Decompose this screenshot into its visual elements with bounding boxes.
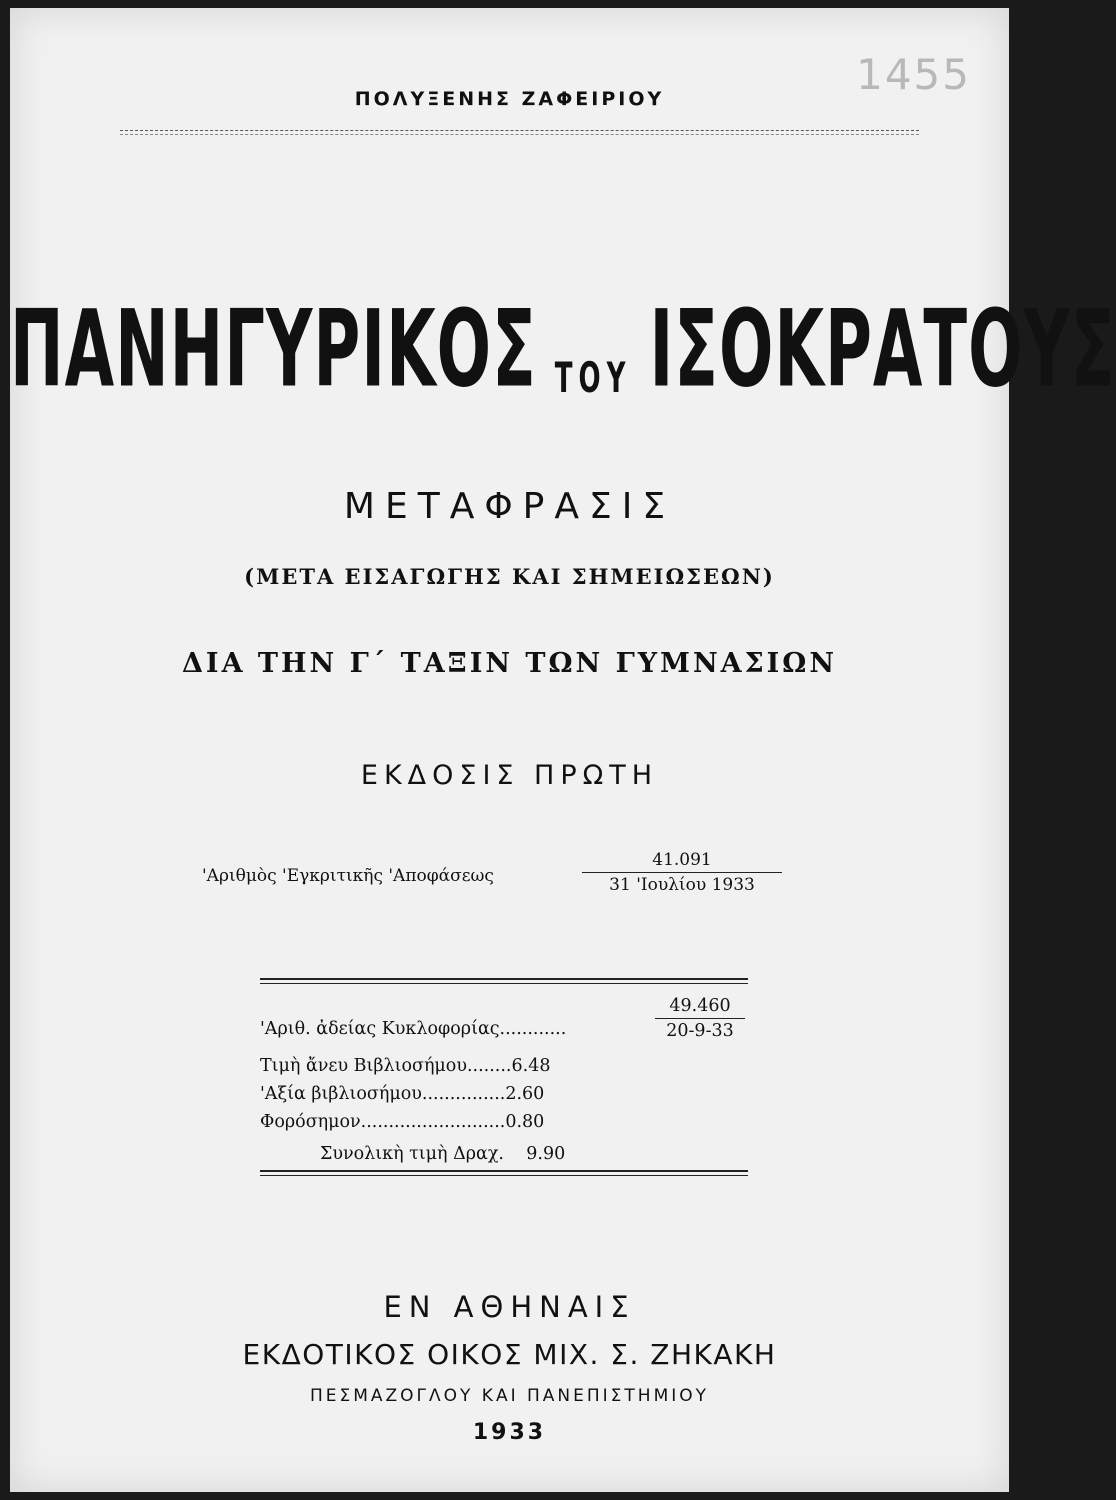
price-row: [260, 1056, 550, 1076]
total-row: [320, 1144, 565, 1164]
title-part-3: ΙΣΟΚΡΑΤΟΥΣ: [649, 289, 1116, 412]
approval-date: 31 'Ιουλίου 1933: [582, 872, 782, 895]
pencil-inventory-number: 1455: [856, 50, 971, 99]
dashed-divider: [120, 130, 919, 135]
subtitle: ΜΕΤΑΦΡΑΣΙΣ: [343, 486, 676, 527]
audience-line: ΔΙΑ ΤΗΝ Γ΄ ΤΑΞΙΝ ΤΩΝ ΓΥΜΝΑΣΙΩΝ: [181, 648, 838, 679]
title-page: [10, 8, 1116, 1492]
imprint-place: ΕΝ ΑΘΗΝΑΙΣ: [383, 1290, 636, 1324]
title-part-2: ΤΟΥ: [554, 355, 632, 403]
imprint-address: ΠΕΣΜΑΖΟΓΛΟΥ ΚΑΙ ΠΑΝΕΠΙΣΤΗΜΙΟΥ: [309, 1386, 710, 1406]
license-date: 20-9-33: [655, 1018, 745, 1041]
edition-line: ΕΚΔΟΣΙΣ ΠΡΩΤΗ: [360, 760, 659, 791]
price-row: [260, 1084, 544, 1104]
imprint-year: 1933: [472, 1420, 547, 1445]
subtitle-note: (ΜΕΤΑ ΕΙΣΑΓΩΓΗΣ ΚΑΙ ΣΗΜΕΙΩΣΕΩΝ): [244, 564, 775, 589]
price-row-label: Τιμὴ ἄνευ Βιβλιοσήμου........: [260, 1056, 512, 1076]
approval-fraction: [582, 850, 782, 895]
price-row-label: 'Αξία βιβλιοσήμου...............: [260, 1084, 506, 1104]
bottom-double-rule: [260, 1170, 748, 1176]
pricing-box: [260, 978, 748, 1176]
price-row-value: 2.60: [505, 1084, 545, 1104]
license-fraction: [655, 996, 745, 1041]
imprint-publisher: ΕΚΔΟΤΙΚΟΣ ΟΙΚΟΣ ΜΙΧ. Σ. ΖΗΚΑΚΗ: [242, 1338, 777, 1371]
book-title: [10, 289, 1116, 412]
price-row-label: Φορόσημον..........................: [260, 1112, 506, 1132]
approval-number: 41.091: [652, 850, 712, 870]
author-name: ΠΟΛΥΞΕΝΗΣ ΖΑΦΕΙΡΙΟΥ: [354, 88, 665, 110]
price-row-value: 6.48: [511, 1056, 551, 1076]
price-row-value: 0.80: [505, 1112, 545, 1132]
total-label: Συνολικὴ τιμὴ Δραχ.: [320, 1144, 504, 1164]
license-number: 49.460: [669, 996, 731, 1016]
license-label: 'Αριθ. ἀδείας Κυκλοφορίας............: [260, 1019, 567, 1039]
title-part-1: ΠΑΝΗΓΥΡΙΚΟΣ: [10, 289, 537, 412]
total-value: 9.90: [526, 1144, 566, 1164]
price-row: [260, 1112, 544, 1132]
approval-label: 'Αριθμὸς 'Εγκριτικῆς 'Αποφάσεως: [202, 866, 494, 886]
